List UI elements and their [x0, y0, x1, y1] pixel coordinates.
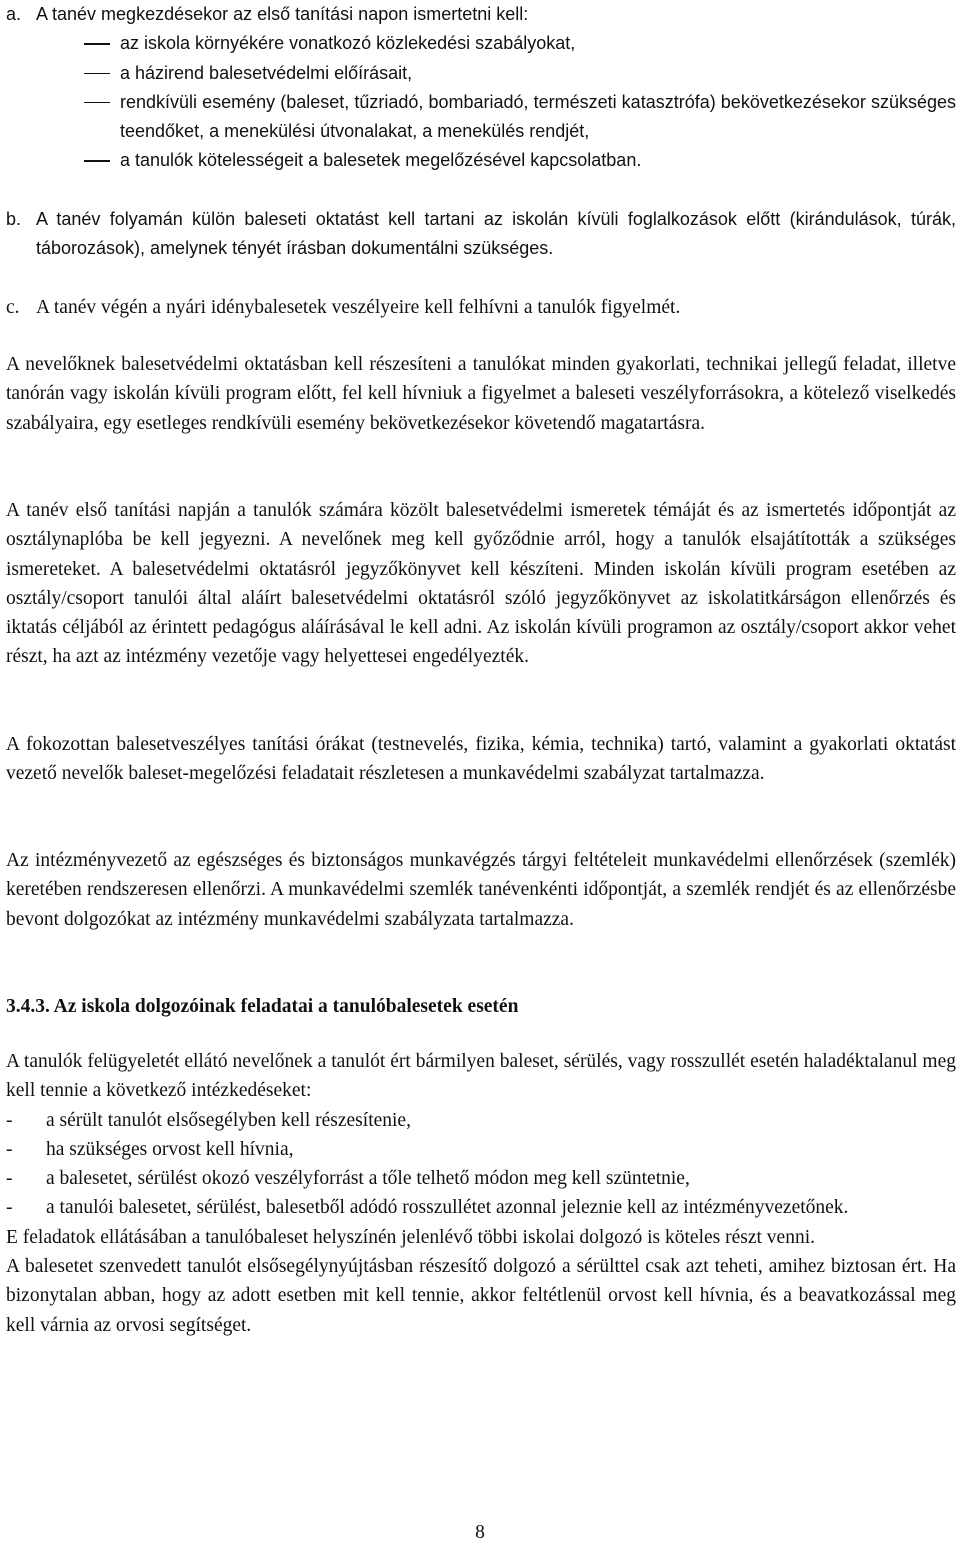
paragraph-6: A balesetet szenvedett tanulót elsősegélynyújtásban részesítő dolgozó a sérülttel csak azt teheti, amihez biztosan ért. Ha bizonytalan abban, hogy az adott esetben mit kell tennie, akkor feltétlenül orvost kell hívnia, és a beavatkozással meg kell várnia az orvosi segítséget. — [6, 1256, 956, 1336]
dash-item — [6, 88, 956, 147]
dash-item — [6, 59, 956, 88]
dash-icon — [84, 43, 110, 45]
bullet-dash: - — [6, 1138, 13, 1160]
paragraph-4: Az intézményvezető az egészséges és biztonságos munkavégzés tárgyi feltételeit munkavédelmi ellenőrzések (szemlék) keretében rendszeresen ellenőrzi. A munkavédelmi szemlék tanévenkénti időpontját, a szemlék rendjét és az ellenőrzésbe bevont dolgozókat az intézmény munkavédelmi szabályzata tartalmazza. — [6, 850, 956, 930]
paragraph-2: A tanév első tanítási napján a tanulók számára közölt balesetvédelmi ismeretek témáját és az ismertetés időpontját az osztálynaplóba be kell jegyezni. A nevelőnek meg kell győződnie arról, hogy a tanulók elsajátították a szükséges ismereteket. A balesetvédelmi oktatásról jegyzőkönyvet kell készíteni. Minden iskolán kívüli program esetében az osztály/csoport tanulói által aláírt balesetvédelmi oktatásról szóló jegyzőkönyvet az iskolatitkárságon ellenőrzés és iktatás céljából az érintett pedagógus aláírásával le kell adni. Az iskolán kívüli programon az osztály/csoport akkor vehet részt, ha azt az intézmény vezetője vagy helyettesei engedélyezték. — [6, 500, 956, 668]
action-item — [6, 1106, 956, 1135]
list-item-c — [6, 293, 956, 322]
paragraph-5: E feladatok ellátásában a tanulóbaleset helyszínén jelenlévő többi iskolai dolgozó is köteles részt venni. — [6, 1226, 815, 1248]
dash-item — [6, 146, 956, 175]
dash-item-text: az iskola környékére vonatkozó közlekedési szabályokat, — [120, 33, 576, 54]
dash-item-text: rendkívüli esemény (baleset, tűzriadó, bombariadó, természeti katasztrófa) bekövetkezésekor szükséges teendőket, a menekülési útvonalakat, a menekülés rendjét, — [120, 91, 956, 142]
dash-icon — [84, 73, 110, 75]
section-heading: 3.4.3. Az iskola dolgozóinak feladatai a tanulóbalesetek esetén — [6, 996, 519, 1017]
action-item-text: ha szükséges orvost kell hívnia, — [46, 1138, 294, 1160]
bullet-dash: - — [6, 1109, 13, 1131]
list-text-b: A tanév folyamán külön baleseti oktatást kell tartani az iskolán kívüli foglalkozások előtt (kirándulások, túrák, táborozások), amelynek tényét írásban dokumentálni szükséges. — [36, 209, 956, 259]
list-a — [6, 0, 956, 176]
action-item-text: a sérült tanulót elsősegélyben kell részesítenie, — [46, 1109, 411, 1131]
page-number: 8 — [475, 1522, 485, 1543]
list-label-c: c. — [6, 297, 20, 318]
paragraph-1: A nevelőknek balesetvédelmi oktatásban kell részesíteni a tanulókat minden gyakorlati, technikai jellegű feladat, illetve tanórán vagy iskolán kívüli program előtt, fel kell hívniuk a figyelmet a baleseti veszélyforrásokra, a kötelező viselkedés szabályaira, egy esetleges rendkívüli esemény bekövetkezésekor követendő magatartásra. — [6, 354, 956, 434]
dash-item — [6, 29, 956, 58]
bullet-dash: - — [6, 1197, 13, 1219]
list-label-b: b. — [6, 209, 22, 229]
dash-item-text: a tanulók kötelességeit a balesetek megelőzésével kapcsolatban. — [120, 150, 642, 171]
action-item — [6, 1135, 956, 1164]
list-text-c: A tanév végén a nyári idénybalesetek veszélyeire kell felhívni a tanulók figyelmét. — [36, 297, 681, 318]
action-item-text: a balesetet, sérülést okozó veszélyforrást a tőle telhető módon meg kell szüntetnie, — [46, 1168, 690, 1190]
action-item-text: a tanulói balesetet, sérülést, balesetből adódó rosszullétet azonnal jeleznie kell az intézményvezetőnek. — [46, 1197, 849, 1219]
list-text-a: A tanév megkezdésekor az első tanítási napon ismertetni kell: — [36, 4, 529, 24]
list-label-a: a. — [6, 4, 22, 24]
list-item-b — [6, 205, 956, 264]
dash-item-text: a házirend balesetvédelmi előírásait, — [120, 62, 413, 83]
bullet-dash: - — [6, 1168, 13, 1190]
section-intro: A tanulók felügyeletét ellátó nevelőnek a tanulót ért bármilyen baleset, sérülés, vagy rosszullét esetén haladéktalanul meg kell tennie a következő intézkedéseket: — [6, 1051, 956, 1102]
section-body — [6, 1047, 956, 1340]
dash-icon — [84, 160, 110, 162]
paragraph-3: A fokozottan balesetveszélyes tanítási órákat (testnevelés, fizika, kémia, technika) tartó, valamint a gyakorlati oktatást vezető nevelők baleset-megelőzési feladatait részletesen a munkavédelmi szabályzat tartalmazza. — [6, 734, 956, 785]
action-item — [6, 1164, 956, 1193]
action-item — [6, 1193, 956, 1222]
dash-icon — [84, 102, 110, 104]
list-item-a — [6, 0, 956, 29]
